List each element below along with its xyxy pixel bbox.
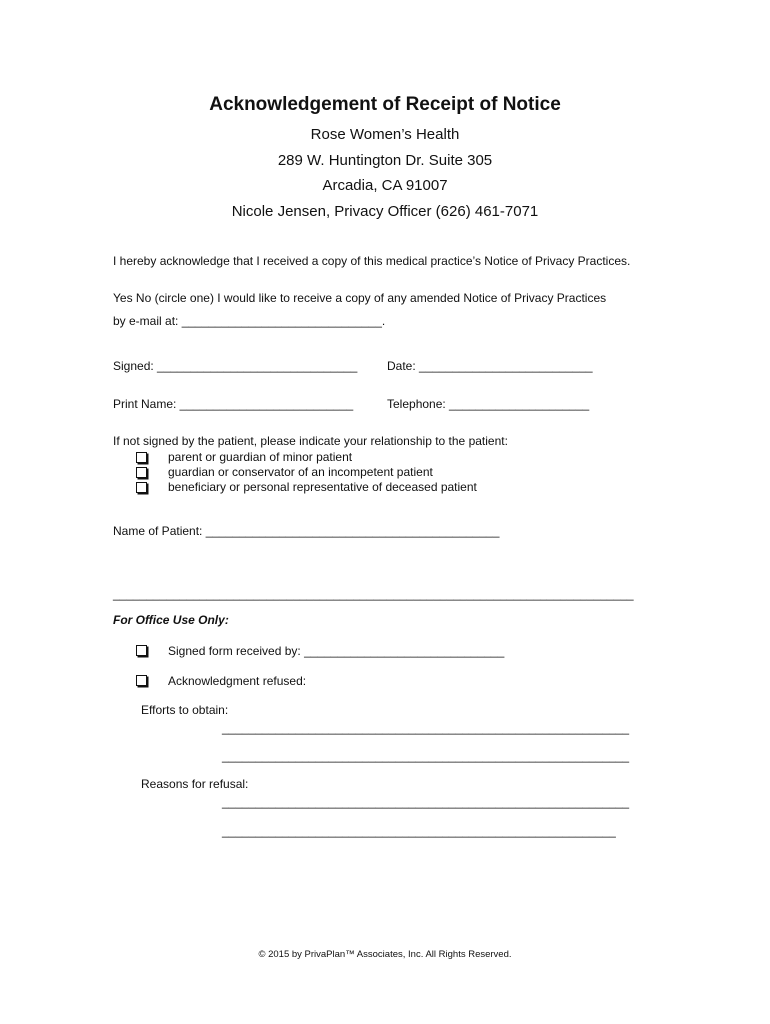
signed-form-received-field[interactable]: Signed form received by: ______________________________	[168, 644, 505, 658]
reasons-line-1[interactable]: _____________________________________________________________	[222, 795, 630, 809]
date-field[interactable]: Date: __________________________	[387, 359, 593, 373]
efforts-line-1[interactable]: _____________________________________________________________	[222, 721, 630, 735]
reasons-line-2[interactable]: ___________________________________________________________	[222, 824, 616, 838]
efforts-line-2[interactable]: _____________________________________________________________	[222, 749, 630, 763]
document-title: Acknowledgement of Receipt of Notice	[209, 94, 561, 115]
print-name-field[interactable]: Print Name: __________________________	[113, 397, 354, 411]
option-parent-guardian: parent or guardian of minor patient	[168, 450, 353, 464]
address-line-1: 289 W. Huntington Dr. Suite 305	[277, 152, 493, 169]
option-guardian-conservator: guardian or conservator of an incompetent patient	[168, 465, 433, 479]
signature-field[interactable]: Signed: ______________________________	[113, 359, 358, 373]
checkbox-beneficiary-representative[interactable]	[136, 482, 147, 493]
copyright-footer: © 2015 by PrivaPlan™ Associates, Inc. All Rights Reserved.	[258, 949, 512, 960]
org-name: Rose Women’s Health	[310, 126, 460, 143]
acknowledgment-refused-label: Acknowledgment refused:	[168, 674, 307, 688]
name-of-patient-field[interactable]: Name of Patient: ____________________________________________	[113, 524, 500, 538]
option-beneficiary-representative: beneficiary or personal representative of deceased patient	[168, 480, 477, 494]
acknowledgement-statement: I hereby acknowledge that I received a copy of this medical practice’s Notice of Privacy Practices.	[113, 254, 631, 268]
checkbox-parent-guardian[interactable]	[136, 452, 147, 463]
office-use-heading: For Office Use Only:	[113, 613, 229, 627]
address-line-2: Arcadia, CA 91007	[322, 177, 448, 194]
relationship-prompt: If not signed by the patient, please indicate your relationship to the patient:	[113, 434, 508, 448]
reasons-for-refusal-label: Reasons for refusal:	[141, 777, 249, 791]
efforts-to-obtain-label: Efforts to obtain:	[141, 703, 229, 717]
email-field[interactable]: by e-mail at: ______________________________.	[113, 314, 386, 328]
telephone-field[interactable]: Telephone: _____________________	[387, 397, 590, 411]
checkbox-guardian-conservator[interactable]	[136, 467, 147, 478]
privacy-officer-contact: Nicole Jensen, Privacy Officer (626) 461-7071	[231, 203, 539, 220]
checkbox-acknowledgment-refused[interactable]	[136, 675, 147, 686]
yes-no-email-option[interactable]: Yes No (circle one) I would like to receive a copy of any amended Notice of Privacy Practices	[113, 291, 607, 305]
checkbox-signed-form-received[interactable]	[136, 645, 147, 656]
section-divider: ______________________________________________________________________________	[113, 587, 634, 601]
